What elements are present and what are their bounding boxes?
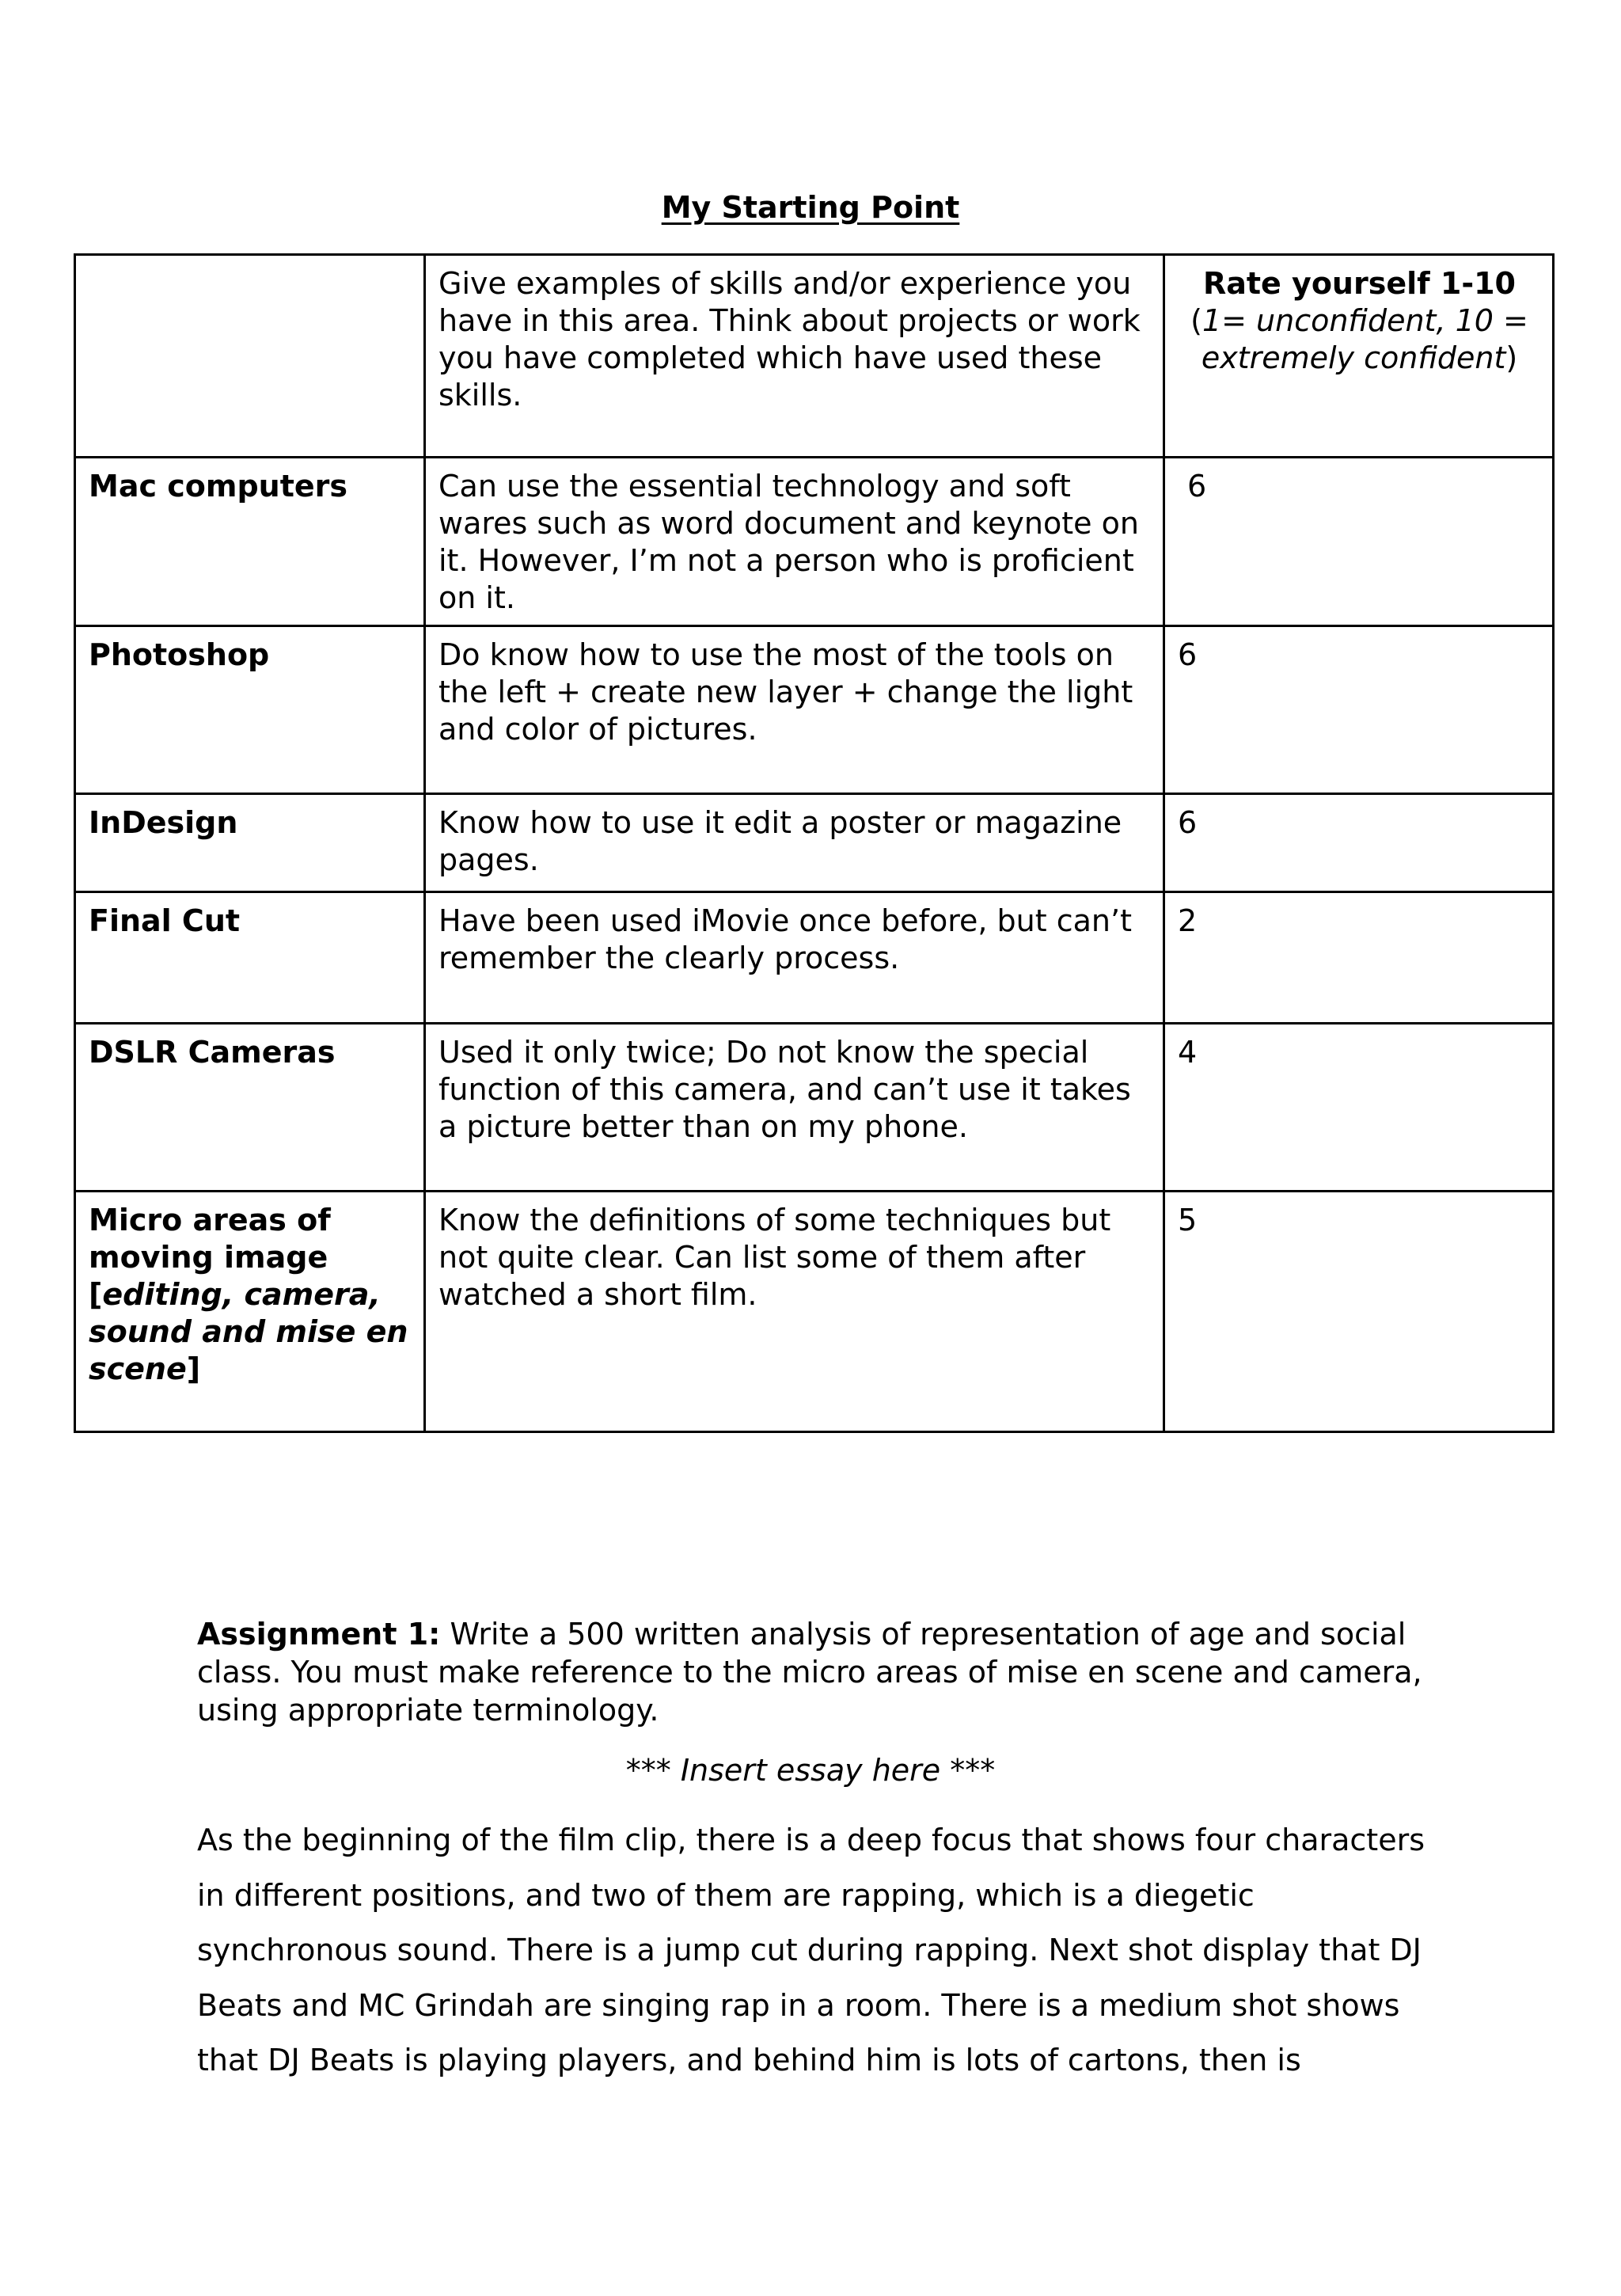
area-cell: Photoshop	[75, 626, 425, 794]
rating-cell: 2	[1164, 892, 1554, 1024]
rating-cell: 6	[1164, 626, 1554, 794]
table-row	[75, 626, 1554, 794]
examples-cell: Know how to use it edit a poster or magazine pages.	[425, 794, 1164, 892]
area-main-label: Micro areas of moving image	[89, 1203, 331, 1275]
essay-body	[197, 1813, 1448, 2089]
rating-cell: 6	[1164, 458, 1554, 626]
table-header-row	[75, 255, 1554, 458]
table-row	[75, 458, 1554, 626]
header-examples-cell: Give examples of skills and/or experience you have in this area. Think about projects or work you have completed which have used these skills.	[425, 255, 1164, 458]
table-row	[75, 1192, 1554, 1432]
table-row	[75, 892, 1554, 1024]
examples-cell: Do know how to use the most of the tools on the left + create new layer + change the light and color of pictures.	[425, 626, 1164, 794]
area-cell: InDesign	[75, 794, 425, 892]
rating-scale: 1= unconfident, 10 = extremely confident	[1201, 303, 1528, 375]
rating-cell: 6	[1164, 794, 1554, 892]
assignment-brief	[197, 1615, 1432, 1729]
rating-cell: 4	[1164, 1024, 1554, 1192]
area-sub-label: editing, camera, sound and mise en scene	[89, 1277, 408, 1386]
table-row	[75, 1024, 1554, 1192]
examples-cell: Know the definitions of some techniques but not quite clear. Can list some of them after watched a short film.	[425, 1192, 1164, 1432]
assignment-text: Write a 500 written analysis of representation of age and social class. You must make reference to the micro areas of mise en scene and camera, using appropriate terminology.	[197, 1617, 1422, 1728]
rating-header-title: Rate yourself 1-10	[1202, 266, 1516, 301]
header-rating-cell	[1164, 255, 1554, 458]
assignment-label: Assignment 1:	[197, 1617, 441, 1652]
examples-cell: Used it only twice; Do not know the special function of this camera, and can’t use it takes a picture better than on my phone.	[425, 1024, 1164, 1192]
table-row	[75, 794, 1554, 892]
area-cell: DSLR Cameras	[75, 1024, 425, 1192]
area-cell: Mac computers	[75, 458, 425, 626]
insert-essay-note: *** Insert essay here ***	[625, 1753, 996, 1788]
examples-cell: Can use the essential technology and soft wares such as word document and keynote on it. However, I’m not a person who is proficient on it.	[425, 458, 1164, 626]
rating-scale-close: )	[1505, 340, 1518, 375]
examples-cell: Have been used iMovie once before, but can’t remember the clearly process.	[425, 892, 1164, 1024]
skills-table	[74, 253, 1555, 1433]
area-bracket-close: ]	[186, 1351, 201, 1386]
area-cell: Final Cut	[75, 892, 425, 1024]
area-bracket-open: [	[89, 1277, 103, 1312]
rating-scale-open: (	[1190, 303, 1202, 338]
area-cell	[75, 1192, 425, 1432]
page-title: My Starting Point	[661, 190, 960, 225]
essay-paragraph: As the beginning of the film clip, there is a deep focus that shows four characters in different positions, and two of them are rapping, which is a diegetic synchronous sound. There is a jump cut during rapping. Next shot display that DJ Beats and MC Grindah are singing rap in a room. There is a medium shot shows that DJ Beats is playing players, and behind him is lots of cartons, then is	[197, 1823, 1425, 2077]
rating-cell: 5	[1164, 1192, 1554, 1432]
header-area-cell	[75, 255, 425, 458]
